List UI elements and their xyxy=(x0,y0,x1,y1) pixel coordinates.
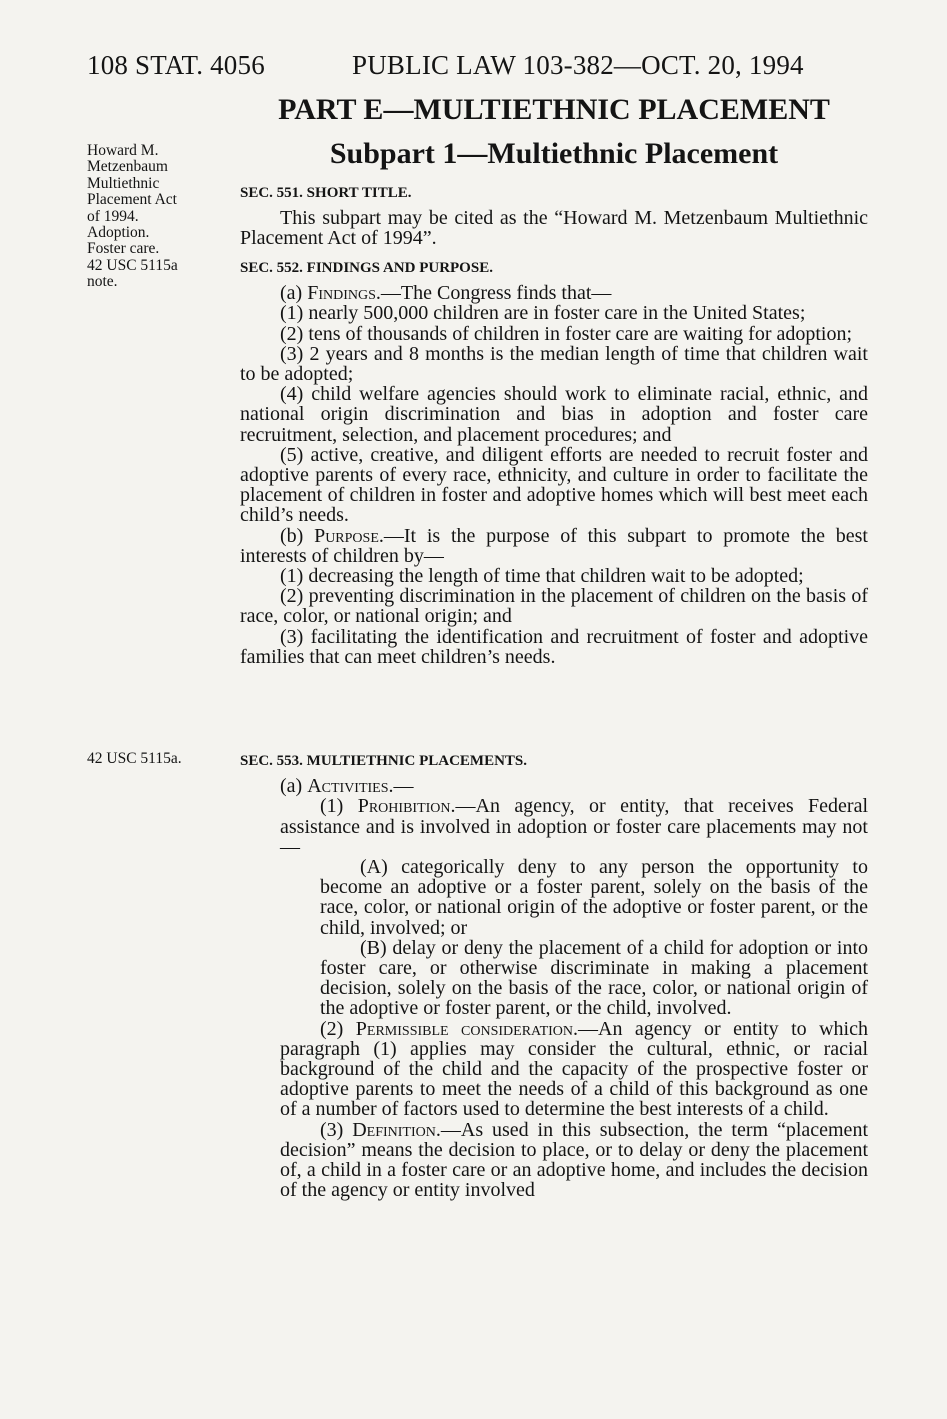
finding-1: (1) nearly 500,000 children are in foster care in the United States; xyxy=(280,302,806,325)
paragraph-label: Prohibition xyxy=(357,795,451,818)
margin-note-line: Howard M. xyxy=(87,142,159,159)
subsection-purpose: (b) Purpose.—It is the purpose of this subpart to promote the best interests of children by— xyxy=(240,524,868,567)
paragraph-label: Definition xyxy=(352,1118,436,1141)
finding-4: (4) child welfare agencies should work to eliminate racial, ethnic, and national origin discrimination and bias in adoption and foster care recruitment, selection, and placement procedures; and xyxy=(240,383,868,446)
finding-5: (5) active, creative, and diligent efforts are needed to recruit foster and adoptive parents of every race, ethnicity, and culture in order to facilitate the placement of children in foster and adoptive homes which will best meet each child’s needs. xyxy=(240,443,868,527)
section-553 xyxy=(240,751,868,1200)
subsection-label: Findings xyxy=(307,282,376,305)
margin-note-line: Metzenbaum xyxy=(87,158,168,176)
subparagraph-b: (B) delay or deny the placement of a child for adoption or into foster care, or otherwise discriminate in making a placement decision, solely on the basis of the race, color, or national origin of the adoptive or foster parent, or the child, involved. xyxy=(320,936,868,1020)
subparagraph-a: (A) categorically deny to any person the opportunity to become an adoptive or a foster parent, solely on the basis of the race, color, or national origin of the adoptive or foster parent, or the child, involved; or xyxy=(320,856,868,939)
running-header: PUBLIC LAW 103-382—OCT. 20, 1994 xyxy=(352,50,804,80)
section-heading: SEC. 553. MULTIETHNIC PLACEMENTS. xyxy=(240,753,527,769)
margin-note-line: note. xyxy=(87,273,118,291)
paragraph-permissible-consideration: (2) Permissible consideration.—An agency or entity to which paragraph (1) applies may consider the cultural, ethnic, or racial background of the child and the capacity of the prospective foster or adoptive parents to meet the needs of a child of this background as one of a number of factors used to determine the best interests of a child. xyxy=(280,1017,868,1121)
subsection-findings: (a) Findings.—The Congress finds that— xyxy=(280,282,612,305)
subsection-activities: (a) Activities.— xyxy=(280,775,414,798)
paragraph-label: Permissible consideration xyxy=(355,1017,574,1040)
purpose-2: (2) preventing discrimination in the placement of children on the basis of race, color, or national origin; and xyxy=(240,585,868,628)
margin-note-line: Placement Act xyxy=(87,191,177,209)
margin-note-sec553: 42 USC 5115a. xyxy=(87,750,182,767)
purpose-1: (1) decreasing the length of time that children wait to be adopted; xyxy=(280,565,804,588)
subpart-title: Subpart 1—Multiethnic Placement xyxy=(329,137,779,170)
margin-note-sec551 xyxy=(87,143,178,291)
margin-note-line: 42 USC 5115a xyxy=(87,256,178,274)
page-stat-reference: 108 STAT. 4056 xyxy=(87,50,265,80)
margin-note-line: Multiethnic xyxy=(87,174,160,192)
purpose-3: (3) facilitating the identification and recruitment of foster and adoptive families that can meet children’s needs. xyxy=(240,625,868,668)
margin-note-line: Adoption. xyxy=(87,224,150,242)
section-552 xyxy=(240,258,868,667)
section-text: This subpart may be cited as the “Howard M. Metzenbaum Multiethnic Placement Act of 1994”. xyxy=(240,207,868,250)
part-title: PART E—MULTIETHNIC PLACEMENT xyxy=(278,93,830,126)
paragraph-prohibition: (1) Prohibition.—An agency, or entity, that receives Federal assistance and is involved in adoption or foster care placements may not— xyxy=(280,795,868,858)
finding-2: (2) tens of thousands of children in foster care are waiting for adoption; xyxy=(280,322,853,345)
margin-note-line: of 1994. xyxy=(87,207,139,225)
margin-note-line: Foster care. xyxy=(87,240,160,258)
section-551 xyxy=(240,183,868,249)
subsection-label: Activities xyxy=(307,775,389,798)
finding-3: (3) 2 years and 8 months is the median length of time that children wait to be adopted; xyxy=(240,342,868,386)
section-heading: SEC. 551. SHORT TITLE. xyxy=(240,185,412,201)
section-heading: SEC. 552. FINDINGS AND PURPOSE. xyxy=(240,260,493,276)
subsection-label: Purpose xyxy=(314,524,379,547)
paragraph-definition: (3) Definition.—As used in this subsection, the term “placement decision” means the decision to place, or to delay or deny the placement of, a child in a foster care or an adoptive home, and includes the decision of the agency or entity involved xyxy=(280,1118,868,1202)
